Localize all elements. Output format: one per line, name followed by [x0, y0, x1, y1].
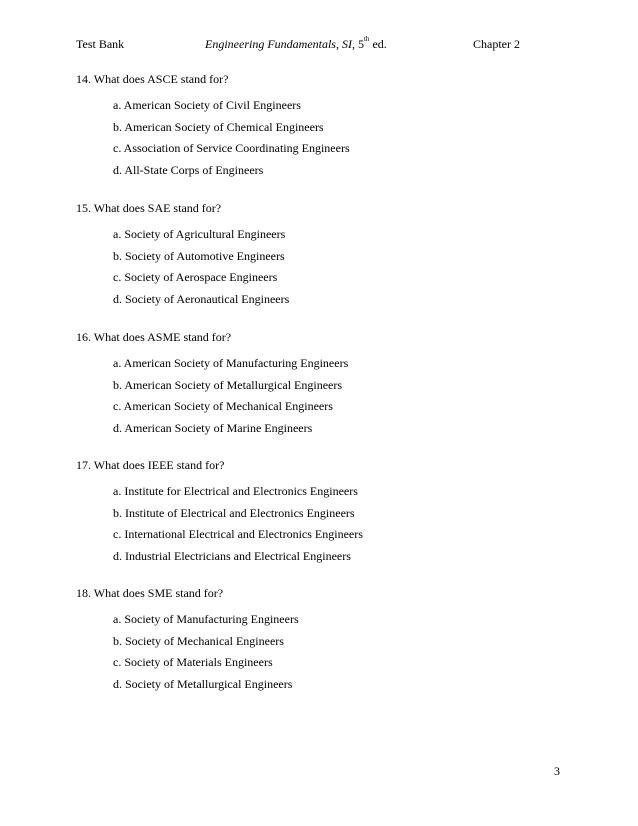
header-test-bank: Test Bank [76, 37, 125, 51]
option-d: d. All-State Corps of Engineers [113, 163, 264, 178]
option-a: a. American Society of Manufacturing Engineers [113, 356, 349, 370]
option-a: a. Society of Manufacturing Engineers [113, 612, 299, 626]
header-edition-num: 5 [357, 37, 364, 51]
header-title-text: Engineering Fundamentals, SI, [205, 37, 355, 51]
option-d: d. Industrial Electricians and Electrical Engineers [113, 549, 351, 564]
option-a: a. Society of Agricultural Engineers [113, 227, 286, 241]
question-15 [76, 201, 576, 314]
question-text: 14. What does ASCE stand for? [76, 72, 229, 86]
option-b: b. Society of Mechanical Engineers [113, 633, 284, 648]
option-c: c. Association of Service Coordinating Engineers [113, 141, 350, 156]
header-chapter: Chapter 2 [473, 37, 520, 51]
option-c: c. Society of Materials Engineers [113, 655, 273, 670]
question-18 [76, 586, 576, 699]
page-number: 3 [554, 764, 560, 778]
option-a: a. American Society of Civil Engineers [113, 98, 301, 112]
option-b: b. American Society of Metallurgical Engineers [113, 377, 343, 392]
header-edition-sup: th [363, 35, 370, 43]
question-16 [76, 330, 576, 443]
option-b: b. Society of Automotive Engineers [113, 248, 285, 263]
option-a: a. Institute for Electrical and Electronics Engineers [113, 484, 358, 498]
option-c: c. Society of Aerospace Engineers [113, 270, 278, 285]
question-text: 16. What does ASME stand for? [76, 330, 232, 344]
question-text: 17. What does IEEE stand for? [76, 458, 225, 472]
option-d: d. American Society of Marine Engineers [113, 421, 313, 436]
option-d: d. Society of Aeronautical Engineers [113, 292, 290, 307]
question-14 [76, 72, 576, 185]
option-c: c. International Electrical and Electronics Engineers [113, 527, 363, 542]
question-text: 18. What does SME stand for? [76, 586, 224, 600]
page-header [0, 37, 638, 55]
option-b: b. Institute of Electrical and Electronics Engineers [113, 505, 355, 520]
header-book-title [205, 37, 387, 52]
option-d: d. Society of Metallurgical Engineers [113, 677, 293, 692]
question-17 [76, 458, 576, 571]
header-edition-suffix: ed. [372, 37, 387, 51]
option-b: b. American Society of Chemical Engineers [113, 119, 324, 134]
option-c: c. American Society of Mechanical Engineers [113, 399, 333, 414]
question-text: 15. What does SAE stand for? [76, 201, 222, 215]
